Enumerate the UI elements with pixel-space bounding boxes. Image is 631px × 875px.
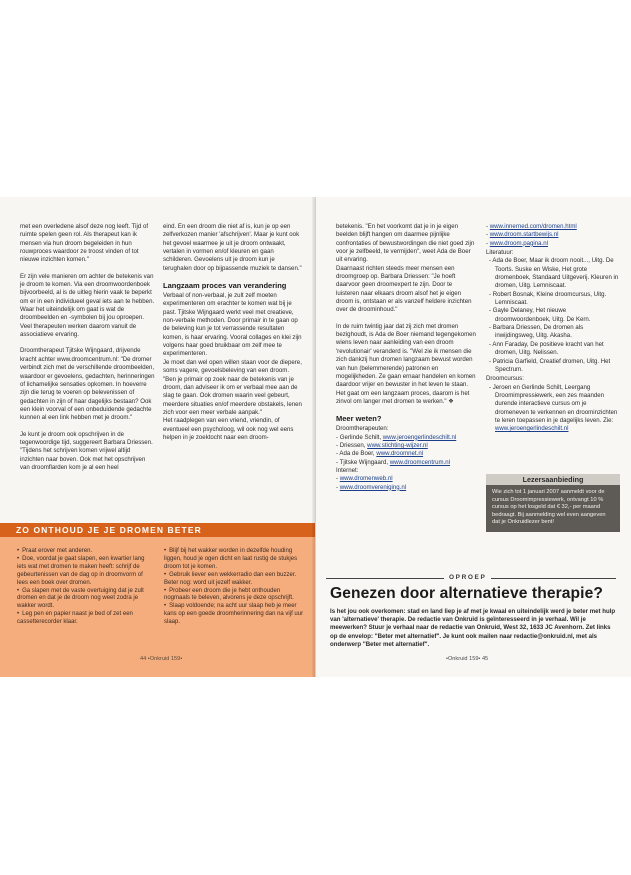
therapist-item: - Ada de Boer, www.droomnet.nl: [336, 450, 424, 458]
left-column-2: [163, 223, 303, 442]
reader-offer-box: [486, 474, 620, 532]
internet-link[interactable]: www.dromenweb.nl: [339, 475, 393, 483]
literatuur-label: Literatuur:: [486, 249, 514, 257]
bullet-icon: •: [17, 555, 20, 562]
internet-label: Internet:: [336, 466, 359, 474]
paragraph: In de ruim twintig jaar dat zij zich met dromen bezighoudt, is Ada de Boer niemand tegengekomen wiens leven naar aanleiding van een droom 'revolutionair' veranderd is. "Wel zie ik mensen die zich dankzij hun dromen langzaam bewust worden van hun (belemmerende) patronen en mogelijkheden. Ze gaan ernaar handelen en komen daardoor vrijer en bewuster in het leven te staan. Het gaat om een langzaam proces, daarom is het zinvol om langer met dromen te werken." ❖: [336, 322, 476, 405]
bullet-icon: •: [164, 548, 167, 554]
left-page: [0, 197, 315, 677]
tips-banner: [0, 523, 315, 537]
resource-link[interactable]: www.droom.startbewijs.nl: [489, 231, 559, 239]
course-item: - Jeroen en Gerlinde Schilt, Leergang Droomimpressiewerk, een zes maanden durende interactieve cursus om je dromeneven te verkennen en droominzichten te leren toepassen in je dagelijks leven. Zie: www.jeroengerlindeschilt.nl: [489, 383, 618, 433]
right-page: [316, 197, 631, 677]
link-item: - www.droom.pagina.nl: [486, 239, 548, 247]
oproep-label: OPROEP: [444, 574, 491, 581]
paragraph: Verbaal of non-verbaal, je zult zelf moeten experimenteren om erachter te komen wat bij je past. Tjitske Wijngaard werkt veel met creatieve, non-verbale methoden. Door primair in te gaan op de beleving kun je tot verrassende resultaten komen, is haar ervaring. Vooral collages en klei zijn volgens haar goed bruikbaar om zelf mee te experimenteren.: [163, 292, 302, 358]
page-number-right: •Onkruid 159• 45: [446, 656, 489, 662]
bullet-icon: •: [164, 571, 167, 578]
bullet-icon: •: [164, 603, 167, 610]
tips-list-left: [17, 548, 155, 627]
tips-list-right: [164, 548, 304, 627]
book-item: - Gayle Delaney, Het nieuwe droomwoordenboek, Uitg. De Kern.: [489, 307, 591, 323]
bullet-icon: •: [164, 587, 167, 594]
tip-item: • Slaap voldoende; na acht uur slaap heb je meer kans op een goede droomherinnering dan na vijf uur slaap.: [164, 603, 304, 626]
tips-panel: [0, 537, 315, 677]
resource-link[interactable]: www.innerned.com/dromen.html: [489, 223, 577, 230]
bullet-icon: •: [17, 548, 20, 554]
paragraph: met een overledene alsof deze nog leeft. Tijd of ruimte spelen geen rol. Als therapeut kan ik mensen via hun droom begeleiden in hun rouwproces waardoor ze troost vinden of tot nieuwe inzichten komen.": [20, 223, 149, 264]
book-item: - Ada de Boer, Maar ik droom nooit..., Uitg. De Toorts. Suske en Wiske, Het grote dromenboek, Standaard Uitgeverij. Kleuren in dromen, Uitg. Lemniscaat.: [489, 257, 619, 290]
right-column-1: [336, 223, 476, 492]
tip-item: • Gebruik liever een wekkerradio dan een buzzer. Beter nog: word uit jezelf wakker.: [164, 571, 297, 586]
tip-item: • Praat erover met anderen.: [17, 548, 93, 554]
section-heading: Langzaam proces van verandering: [163, 281, 287, 291]
page-number-left: 44 •Onkruid 159•: [140, 656, 183, 662]
book-item: - Barbara Driessen, De dromen als inwijdingsweg, Uitg. Akasha.: [489, 324, 584, 340]
tip-item: • Blijf bij het wakker worden in dezelfde houding liggen, houd je ogen dicht en laat rustig de stukjes droom tot je komen.: [164, 548, 298, 570]
course-link[interactable]: www.jeroengerlindeschilt.nl: [495, 425, 569, 433]
left-column-1: [20, 223, 155, 472]
paragraph: Daarnaast richten steeds meer mensen een droomgroep op. Barbara Driessen: "Je hoeft daarvoor geen droomexpert te zijn. Door te luisteren naar elkaars droom alsof het je eigen droom is, ontstaan er als vanzelf heldere inzichten over de droominhoud.": [336, 264, 472, 314]
tip-item: • Probeer een droom die je hebt onthouden nogmaals te beleven, alvorens je deze opschrijft.: [164, 587, 294, 602]
therapist-item: - Gerlinde Schilt, www.jeroengerlindeschilt.nl: [336, 433, 457, 441]
meer-weten-heading: Meer weten?: [336, 414, 382, 424]
paragraph: Je moet dan wel open willen staan voor de diepere, soms vagere, gevoelsbeleving van een droom. "Ben je primair op zoek naar de betekenis van je droom, dan adviseer ik om er verbaal mee aan de slag te gaan. Ook dromen waarin veel gebeurt, meerdere situaties en/of meerdere obstakels, lenen zich voor een meer verbale aanpak.": [163, 358, 302, 416]
link-item: - www.droom.startbewijs.nl: [486, 231, 559, 239]
link-item: - www.innerned.com/dromen.html: [486, 223, 577, 230]
internet-item: - www.dromenweb.nl: [336, 475, 393, 483]
right-column-2: [486, 223, 622, 434]
droomcursus-label: Droomcursus:: [486, 375, 524, 383]
reader-offer-title: Lezersaanbieding: [486, 474, 620, 485]
oproep-body: Is het jou ook overkomen: stad en land liep je af met je kwaal en uiteindelijk werd je beter met hulp van 'alternatieve' therapie. De redactie van Onkruid is geïnteresseerd in je verhaal. Wil je meewerken? Stuur je verhaal naar de redactie van Onkruid, West 32, 1633 JC Avenhorn. Zet links op de envelop: "Beter met alternatief". Je kunt ook mailen naar redactie@onkruid.nl, met als onderwerp "Beter met alternatief".: [330, 608, 616, 648]
tip-item: • Doe, voordat je gaat slapen, een kwartier lang iets wat met dromen te maken heeft: schrijf de gebeurtenissen van de dag op in droomvorm of lees een boek over dromen.: [17, 555, 145, 586]
tip-item: • Leg pen en papier naast je bed of zet een cassetterecorder klaar.: [17, 611, 133, 626]
book-item: - Ann Faraday, De positieve kracht van het dromen, Uitg. Nelissen.: [489, 340, 604, 357]
internet-link[interactable]: www.droomvereniging.nl: [339, 483, 407, 491]
therapist-item: - Driessen, www.stichting-wijzer.nl: [336, 441, 428, 449]
therapist-link[interactable]: www.stichting-wijzer.nl: [367, 441, 428, 449]
paragraph: eind. En een droom die niet af is, kun je op een zelfverkozen manier 'afschrijven'. Maar je kunt ook het gevoel waarmee je uit je droom ontwaakt, vertalen in vormen en/of kleuren en gaan schilderen. Gevoelens uit je droom kun je terughalen door op bijpassende muziek te dansen.": [163, 223, 302, 272]
book-item: - Patricia Garfield, Creatief dromen, Uitg. Het Spectrum.: [489, 357, 611, 373]
therapist-item: - Tjitske Wijngaard, www.droomcentrum.nl: [336, 458, 451, 466]
paragraph: betekenis. "En het voorkomt dat je in je eigen beelden blijft hangen om daarmee pijnlijke confrontaties of bewustwordingen die niet goed zijn voor je zelfbeeld, te vermijden", weet Ada de Boer uit ervaring.: [336, 223, 475, 264]
therapist-link[interactable]: www.droomcentrum.nl: [389, 458, 451, 466]
paragraph: Er zijn vele manieren om achter de betekenis van je droom te komen. Via een droomwoordenboek bijvoorbeeld, al is de uitleg hierin vaak te beperkt om er in een individueel geval iets aan te hebben. Waar het uiteindelijk om gaat is wat de droombeelden en -symbolen bij jou oproepen. Veel therapeuten werken daarom vanuit de associatieve ervaring.: [20, 272, 155, 339]
therapeuten-label: Droomtherapeuten:: [336, 425, 389, 433]
bullet-icon: •: [17, 587, 20, 594]
magazine-spread: [0, 197, 631, 677]
oproep-title: Genezen door alternatieve therapie?: [330, 585, 604, 602]
tip-item: • Ga slapen met de vaste overtuiging dat je zult dromen en dat je de droom nog weet zodra je wakker wordt.: [17, 587, 144, 610]
reader-offer-text: Wie zich tot 1 januari 2007 aanmeldt voor de cursus Droomimpressiewerk, ontvangt 10 % cursus op het losgeld dat € 32,- per maand bedraagt. Bij aanmelding wel even aangeven dat je Onkruidlezer bent!: [486, 485, 620, 532]
tips-banner-title: ZO ONTHOUD JE JE DROMEN BETER: [16, 525, 202, 535]
paragraph: Je kunt je droom ook opschrijven in de tegenwoordige tijd, suggereert Barbara Driessen. "Tijdens het schrijven komen vrijwel altijd inzichten naar boven. Ook met het opschrijven van droomflarden kom je al een heel: [20, 430, 153, 471]
paragraph: Droomtherapeut Tjitske Wijngaard, drijvende kracht achter www.droomcentrum.nl: "De dromer verbindt zich met de verschillende droombeelden, waardoor er gevoelens, gedachten, herinneringen of lichamelijke sensaties opkomen. In hoeverre zijn die terug te voeren op belevenissen of gedachten in zijn of haar dagelijks bestaan? Ook een klein voorval of een onbeduidende gedachte kunnen al een link hebben met je droom.": [20, 347, 155, 422]
paragraph: Het raadplegen van een vriend, vriendin, of eventueel een psycholoog, wil ook nog wel eens helpen in je zoektocht naar een droom-: [163, 417, 294, 441]
bullet-icon: •: [17, 611, 20, 618]
therapist-link[interactable]: www.droomnet.nl: [376, 450, 424, 458]
book-item: - Robert Bosnak, Kleine droomcursus, Uitg. Lemniscaat.: [489, 290, 607, 307]
internet-item: - www.droomvereniging.nl: [336, 483, 407, 491]
resource-link[interactable]: www.droom.pagina.nl: [489, 239, 548, 247]
therapist-link[interactable]: www.jeroengerlindeschilt.nl: [382, 433, 457, 441]
